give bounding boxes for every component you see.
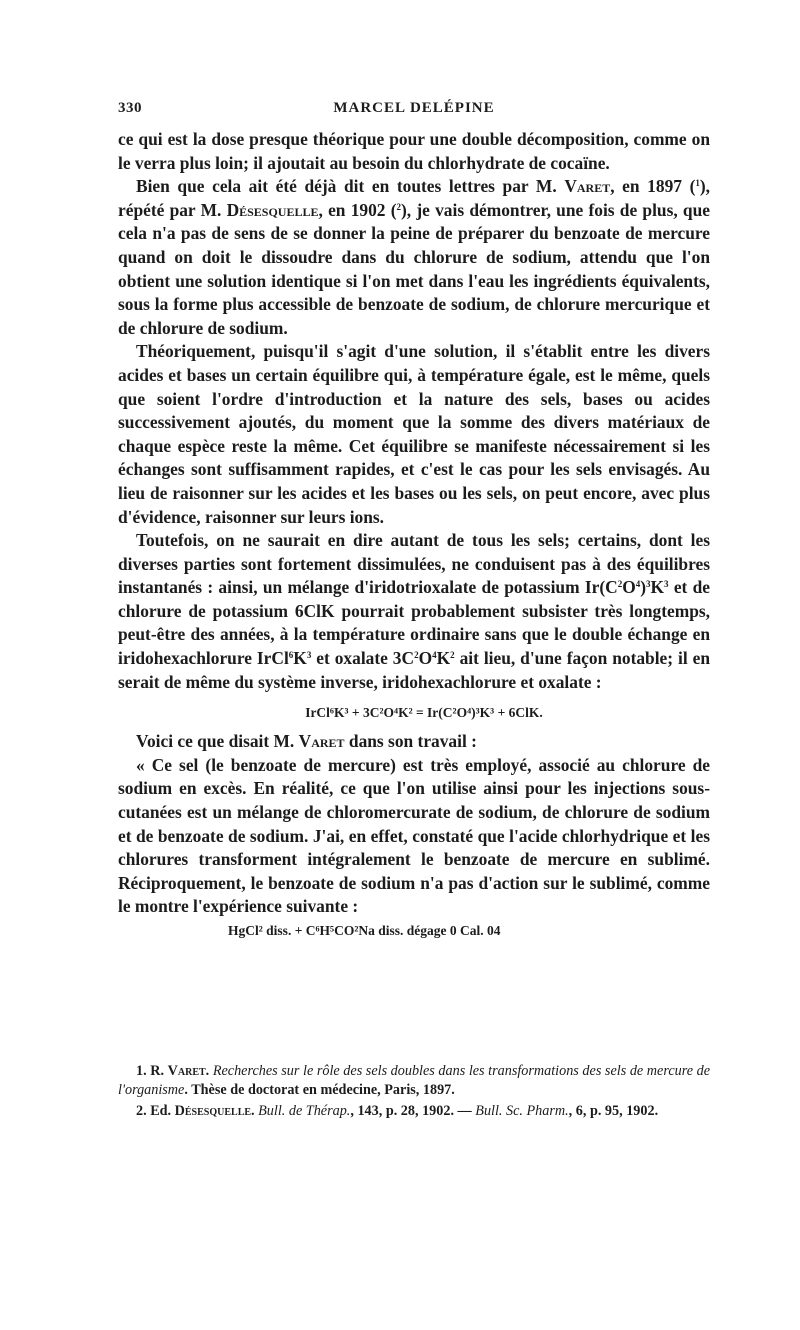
footnote-2: 2. Ed. Désesquelle. Bull. de Thérap., 143, p. 28, 1902. — Bull. Sc. Pharm., 6, p. 95, 1902. [136,1103,659,1119]
p4-sup-3: 3 [646,579,651,590]
p4-text-a: Toutefois, on ne saurait en dire autant de tous les sels; certains, dont les diverses parties sont fortement dissimulées, ne conduisent pas à des équilibres instantanés : ainsi, un mélange d'iridotrioxalate de potassium Ir(C [118,530,710,598]
paragraph-6-quote: « Ce sel (le benzoate de mercure) est très employé, associé au chlorure de sodium en excès. En réalité, ce que l'on utilise ainsi pour les injections sous-cutanées est un mélange de chloromercurate de sodium, de chlorure de sodium et de benzoate de sodium. J'ai, en effet, constaté que l'acide chlorhydrique et les chlorures transforment intégralement le benzoate de mercure en sublimé. Réciproquement, le benzoate de sodium n'a pas d'action sur le sublimé, comme le montre l'expérience suivante : [118,754,710,917]
footnote-1: 1. R. Varet. Recherches sur le rôle des sels doubles dans les transformations des sels de mercure de l'organisme. Thèse de doctorat en médecine, Paris, 1897. [118,1063,711,1098]
p2-text-c: ), répété par M. [118,176,711,220]
p5-text-b: dans son travail : [344,731,477,752]
p2-text-b: , en 1897 ( [610,176,696,197]
running-head: MARCEL DELÉPINE [333,100,495,116]
footnotes [118,1062,710,1123]
paragraph-3: Théoriquement, puisqu'il s'agit d'une solution, il s'établit entre les divers acides et bases un certain équilibre qui, à température égale, est le même, quels que soient l'ordre d'introduction et la nature des sels, bases ou acides successivement ajoutés, du moment que la somme des divers matériaux de chaque espèce reste la même. Cet équilibre se manifeste nécessairement si les échanges sont suffisamment rapides, et c'est le cas pour les sels envisagés. Au lieu de raisonner sur les acides et les bases ou les sels, on peut encore, avec plus d'évidence, raisonner sur leurs ions. [118,341,710,527]
footnote-1-number: 1. R. [136,1063,168,1079]
p4-sup-5: 6 [288,650,294,661]
p4-sup-6: 3 [306,650,312,661]
p4-sup-8: 4 [432,650,437,661]
author-desesquelle: Désesquelle [226,199,319,220]
p4-text-b: O [622,577,636,598]
p4-text-e: et de chlorure de potassium 6ClK pourrait probablement subsister très longtemps, peut-être des années, à la température ordinaire sans que le double échange en iridohexachlorure IrCl [118,577,710,669]
footnote-1-rest: . Thèse de doctorat en médecine, Paris, 1897. [184,1082,455,1098]
p2-text-e: ), je vais démontrer, une fois de plus, que cela n'a pas de sens de se donner la peine de préparer du benzoate de mercure quand on doit le dissoudre dans du chlorure de sodium, attendu que l'on obtient une solution identique si l'on met dans l'eau les ingrédients équivalents, sous la forme plus accessible de benzoate de sodium, de chlorure mercurique et de chlorure de sodium. [118,199,710,338]
paragraph-2 [118,175,710,340]
footnote-2-mid: , 143, p. 28, 1902. — [350,1103,476,1119]
page-header [118,100,710,120]
footnote-1-author: Varet [167,1063,206,1079]
footnote-ref-1[interactable]: 1 [695,178,700,189]
chemical-equation: IrCl⁶K³ + 3C²O⁴K² = Ir(C²O⁴)³K³ + 6ClK. [305,705,543,721]
p4-text-h: O [418,648,433,669]
paragraph-4 [118,529,710,694]
p4-sup-4: 3 [664,579,669,590]
p4-text-f: K [293,648,307,669]
footnote-ref-2[interactable]: 2 [396,201,401,212]
p4-text-d: K [650,577,665,598]
p2-text-d: , en 1902 ( [318,199,397,220]
author-varet: Varet [564,176,611,197]
footnote-2-author: Désesquelle [174,1103,252,1119]
author-varet-2: Varet [298,731,345,752]
paragraph-5 [118,730,710,754]
footnote-2-number: 2. Ed. [136,1103,175,1119]
page-number: 330 [118,100,142,116]
p4-sup-1: 2 [617,579,623,590]
footnote-1-title: Recherches sur le rôle des sels doubles dans les transformations des sels de mercure de l'organisme [118,1063,711,1098]
p2-text-a: Bien que cela ait été déjà dit en toutes lettres par M. [136,176,565,197]
p4-text-c: ) [640,577,647,598]
p4-sup-2: 4 [635,579,641,590]
footnote-2-journal-2: Bull. Sc. Pharm. [475,1103,569,1119]
footnote-2-end: , 6, p. 95, 1902. [568,1103,659,1119]
p4-text-j: ait lieu, d'une façon notable; il en serait de même du système inverse, iridohexachlorure et oxalate : [118,648,711,692]
paragraph-1: ce qui est la dose presque théorique pour une double décomposition, comme on le verra plus loin; il ajoutait au besoin du chlorhydrate de cocaïne. [118,129,710,173]
p4-text-g: et oxalate 3C [311,648,415,669]
body-text [118,128,710,943]
thermochemical-result: HgCl² diss. + C⁶H⁵CO²Na diss. dégage 0 Cal. 04 [228,923,501,938]
p5-text-a: Voici ce que disait M. [136,731,299,752]
footnote-2-journal-1: Bull. de Thérap. [258,1103,351,1119]
p4-text-i: K [436,648,451,669]
p4-sup-9: 2 [450,650,455,661]
p4-sup-7: 2 [414,650,419,661]
